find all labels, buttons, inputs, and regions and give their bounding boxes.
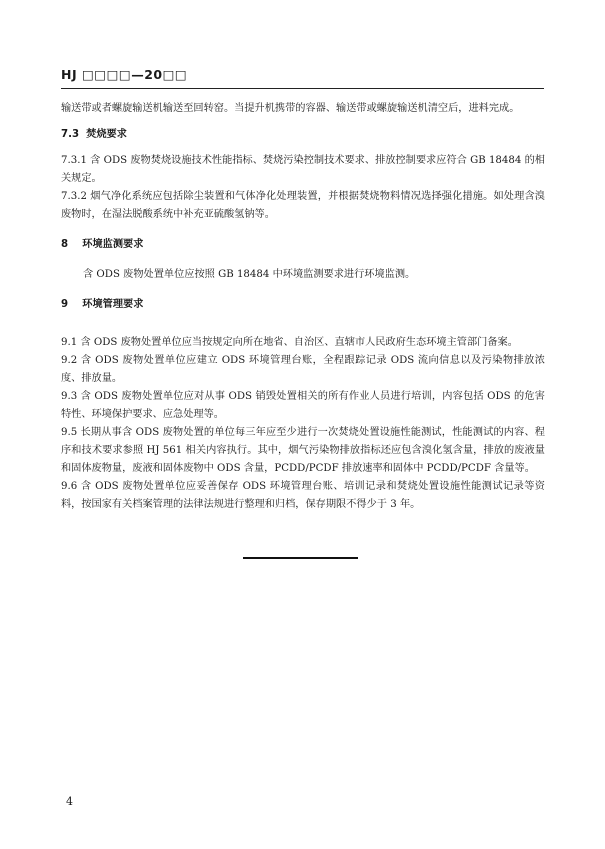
section-9-heading — [61, 296, 545, 314]
page-content — [61, 100, 545, 514]
clause-9-5: 9.5 长期从事含 ODS 废物处置的单位每三年应至少进行一次焚烧处置设施性能测试，性能测试的内容、程序和技术要求参照 HJ 561 相关内容执行。其中，烟气污染物排放指标还应包含溴化氢含量，排放的废液量和固体废物量，废液和固体废物中 ODS 含量，PCDD/PCDF 排放速率和固体中 PCDD/PCDF 含量等。 — [61, 427, 545, 474]
clause-9-2: 9.2 含 ODS 废物处置单位应建立 ODS 环境管理台账，全程跟踪记录 ODS 流向信息以及污染物排放浓度、排放量。 — [61, 355, 545, 384]
intro-paragraph: 输送带或者螺旋输送机输送至回转窑。当提升机携带的容器、输送带或螺旋输送机清空后，进料完成。 — [61, 103, 520, 114]
header-rule — [61, 88, 544, 89]
section-title: 环境监测要求 — [82, 239, 144, 250]
clause-7-3-1: 7.3.1 含 ODS 废物焚烧设施技术性能指标、焚烧污染控制技术要求、排放控制要求应符合 GB 18484 的相关规定。 — [61, 155, 545, 184]
section-8-heading — [61, 236, 545, 254]
section-title: 焚烧要求 — [86, 129, 127, 140]
section-number: 7.3 — [61, 129, 80, 140]
end-of-text-rule — [243, 557, 358, 559]
page-number: 4 — [66, 795, 73, 808]
section-7-3-heading — [61, 126, 545, 144]
section-number: 9 — [61, 299, 69, 310]
section-number: 8 — [61, 239, 69, 250]
standard-code-header: HJ □□□□—20□□ — [61, 67, 188, 82]
clause-7-3-2: 7.3.2 烟气净化系统应包括除尘装置和气体净化处理装置，并根据焚烧物料情况选择强化措施。如处理含溴废物时，在湿法脱酸系统中补充亚硫酸氢钠等。 — [61, 191, 545, 220]
clause-9-1: 9.1 含 ODS 废物处置单位应当按规定向所在地省、自治区、直辖市人民政府生态环境主管部门备案。 — [61, 337, 518, 348]
section-title: 环境管理要求 — [82, 299, 144, 310]
section-8-text: 含 ODS 废物处置单位应按照 GB 18484 中环境监测要求进行环境监测。 — [83, 269, 416, 280]
clause-9-3: 9.3 含 ODS 废物处置单位应对从事 ODS 销毁处置相关的所有作业人员进行培训，内容包括 ODS 的危害特性、环境保护要求、应急处理等。 — [61, 391, 545, 420]
clause-9-6: 9.6 含 ODS 废物处置单位应妥善保存 ODS 环境管理台账、培训记录和焚烧处置设施性能测试记录等资料，按国家有关档案管理的法律法规进行整理和归档，保存期限不得少于 3 年。 — [61, 481, 545, 510]
